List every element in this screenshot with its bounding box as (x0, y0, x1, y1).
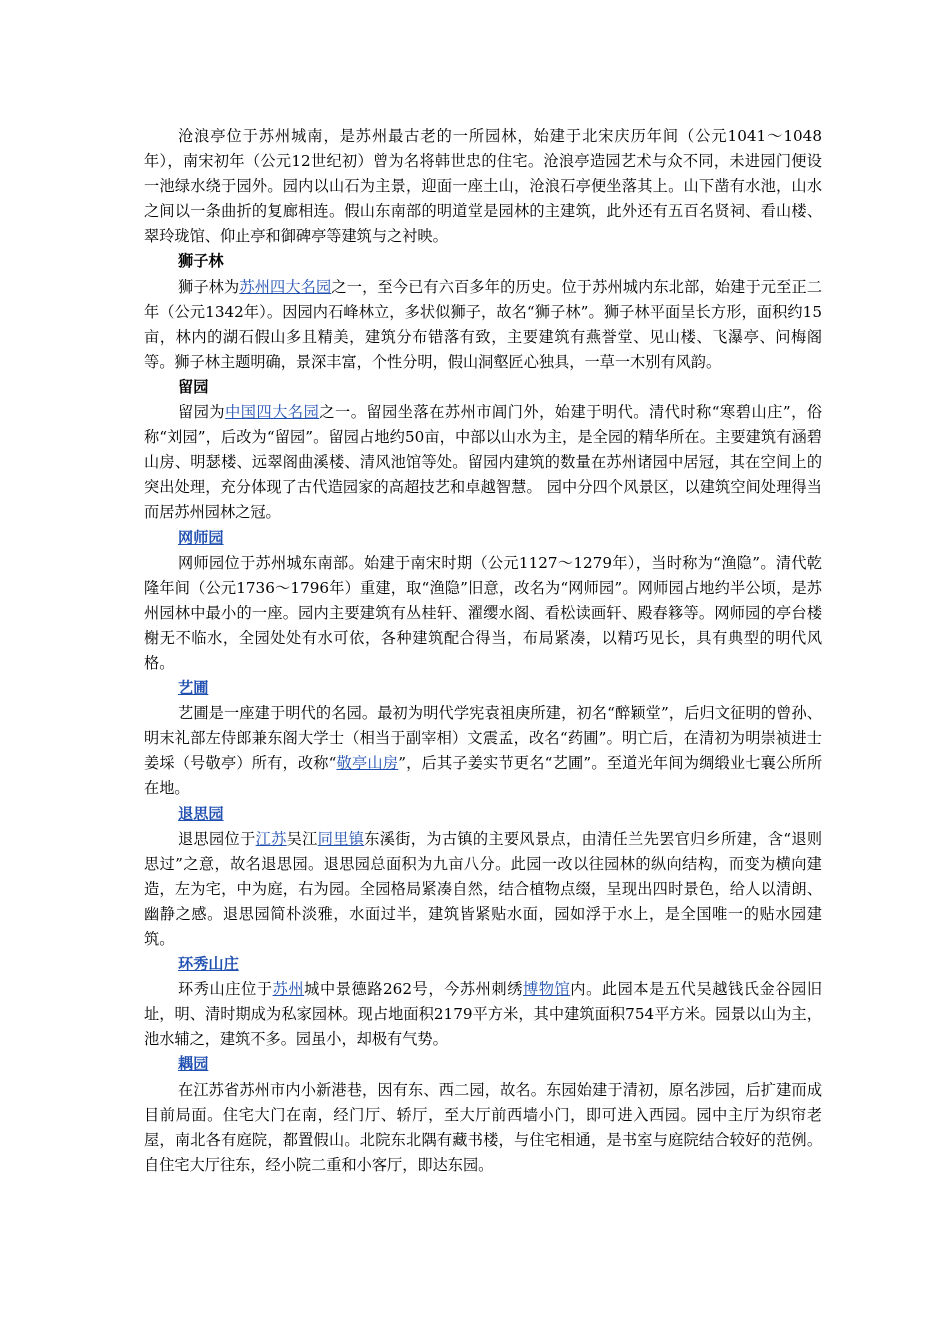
text-span: 狮子林为 (178, 277, 240, 296)
text-span: 东溪街，为古镇的主要风景点，由清任兰先罢官归乡所建，含“退则思过”之意，故名退思园。退思园总面积为九亩八分。此园一改以往园林的纵向结构，而变为横向建造，左为宅，中为庭，右为园。全园格局紧凑自然，结合植物点缀，呈现出四时景色，给人以清朗、幽静之感。退思园简朴淡雅，水面过半，建筑皆紧贴水面，园如浮于水上，是全国唯一的贴水园建筑。 (144, 829, 823, 948)
link-museum[interactable]: 博物馆 (522, 980, 571, 999)
shizilin-paragraph (144, 275, 822, 375)
canglang-text: 沧浪亭位于苏州城南，是苏州最古老的一所园林，始建于北宋庆历年间（公元1041～1048年），南宋初年（公元12世纪初）曾为名将韩世忠的住宅。沧浪亭造园艺术与众不同，未进园门便设一池绿水绕于园外。园内以山石为主景，迎面一座土山，沧浪石亭便坐落其上。山下凿有水池，山水之间以一条曲折的复廊相连。假山东南部的明道堂是园林的主建筑，此外还有五百名贤祠、看山楼、翠玲珑馆、仰止亭和御碑亭等建筑与之衬映。 (144, 127, 822, 246)
heading-wangshiyuan[interactable] (144, 526, 822, 551)
link-china-four-gardens[interactable]: 中国四大名园 (225, 403, 320, 422)
heading-huanxiu[interactable] (144, 952, 822, 977)
text-span: 之一。留园坐落在苏州市阊门外，始建于明代。清代时称“寒碧山庄”，俗称“刘园”，后改为“留园”。留园占地约50亩，中部以山水为主，是全园的精华所在。主要建筑有涵碧山房、明瑟楼、远翠阁曲溪楼、清风池馆等处。留园内建筑的数量在苏州诸园中居冠，其在空间上的突出处理，充分体现了古代造园家的高超技艺和卓越智慧。 园中分四个风景区，以建筑空间处理得当而居苏州园林之冠。 (144, 403, 823, 522)
heading-tuisiyuan-link[interactable]: 退思园 (178, 804, 224, 823)
text-span: 网师园位于苏州城东南部。始建于南宋时期（公元1127～1279年），当时称为“渔隐”。清代乾隆年间（公元1736～1796年）重建，取“渔隐”旧意，改名为“网师园”。网师园占地约半公顷，是苏州园林中最小的一座。园内主要建筑有丛桂轩、濯缨水阁、看松读画轩、殿春簃等。网师园的亭台楼榭无不临水，全园处处有水可依，各种建筑配合得当，布局紧凑，以精巧见长，具有典型的明代风格。 (144, 553, 822, 672)
heading-shizilin-text: 狮子林 (178, 252, 224, 271)
heading-wangshiyuan-link[interactable]: 网师园 (178, 528, 224, 547)
yipu-paragraph (144, 701, 822, 801)
wangshiyuan-paragraph (144, 551, 822, 676)
text-span: 吴江 (286, 829, 318, 848)
link-suzhou-four-gardens[interactable]: 苏州四大名园 (239, 277, 332, 296)
link-suzhou[interactable]: 苏州 (272, 980, 305, 999)
text-span: 内。此园本是五代吴越钱氏金谷园旧址，明、清时期成为私家园林。现占地面积2179平方米，其中建筑面积754平方米。园景以山为主，池水辅之，建筑不多。园虽小，却极有气势。 (144, 980, 823, 1049)
text-span: ”，后其子姜实节更名“艺圃”。至道光年间为绸缎业七襄公所所在地。 (144, 754, 823, 798)
ouyuan-paragraph (144, 1078, 822, 1178)
liuyuan-paragraph (144, 400, 822, 525)
document-body (144, 124, 822, 1178)
tuisiyuan-paragraph (144, 827, 822, 952)
text-span: 之一，至今已有六百多年的历史。位于苏州城内东北部，始建于元至正二年（公元1342年）。因园内石峰林立，多状似狮子，故名“狮子林”。狮子林平面呈长方形，面积约15亩，林内的湖石假山多且精美，建筑分布错落有致，主要建筑有燕誉堂、见山楼、飞瀑亭、问梅阁等。狮子林主题明确，景深丰富，个性分明，假山洞壑匠心独具，一草一木别有风韵。 (144, 277, 823, 371)
text-span: 在江苏省苏州市内小新港巷，因有东、西二园，故名。东园始建于清初，原名涉园，后扩建而成目前局面。住宅大门在南，经门厅、轿厅，至大厅前西墙小门，即可进入西园。园中主厅为织帘老屋，南北各有庭院，都置假山。北院东北隅有藏书楼，与住宅相通，是书室与庭院结合较好的范例。自住宅大厅往东，经小院二重和小客厅，即达东园。 (144, 1080, 822, 1174)
text-span: 城中景德路262号，今苏州刺绣 (304, 980, 523, 999)
heading-ouyuan[interactable] (144, 1052, 822, 1077)
text-span: 艺圃是一座建于明代的名园。最初为明代学宪袁祖庚所建，初名“醉颖堂”，后归文征明的曾孙、明末礼部左侍郎兼东阁大学士（相当于副宰相）文震孟，改名“药圃”。明亡后，在清初为明崇祯进士姜埰（号敬亭）所有，改称“ (144, 704, 822, 773)
canglang-paragraph (144, 124, 822, 249)
huanxiu-paragraph (144, 977, 822, 1052)
heading-liuyuan (144, 375, 822, 400)
text-span: 退思园位于 (178, 829, 256, 848)
heading-shizilin (144, 249, 822, 274)
text-span: 环秀山庄位于 (178, 980, 273, 999)
heading-yipu[interactable] (144, 676, 822, 701)
link-tongli-town[interactable]: 同里镇 (317, 829, 365, 848)
heading-ouyuan-link[interactable]: 耦园 (178, 1055, 209, 1074)
heading-liuyuan-text: 留园 (178, 377, 209, 396)
text-span: 留园为 (178, 403, 226, 422)
heading-huanxiu-link[interactable]: 环秀山庄 (178, 955, 239, 974)
heading-yipu-link[interactable]: 艺圃 (178, 679, 209, 698)
heading-tuisiyuan[interactable] (144, 802, 822, 827)
link-jingting-shanfang[interactable]: 敬亭山房 (336, 754, 399, 773)
link-jiangsu[interactable]: 江苏 (255, 829, 287, 848)
